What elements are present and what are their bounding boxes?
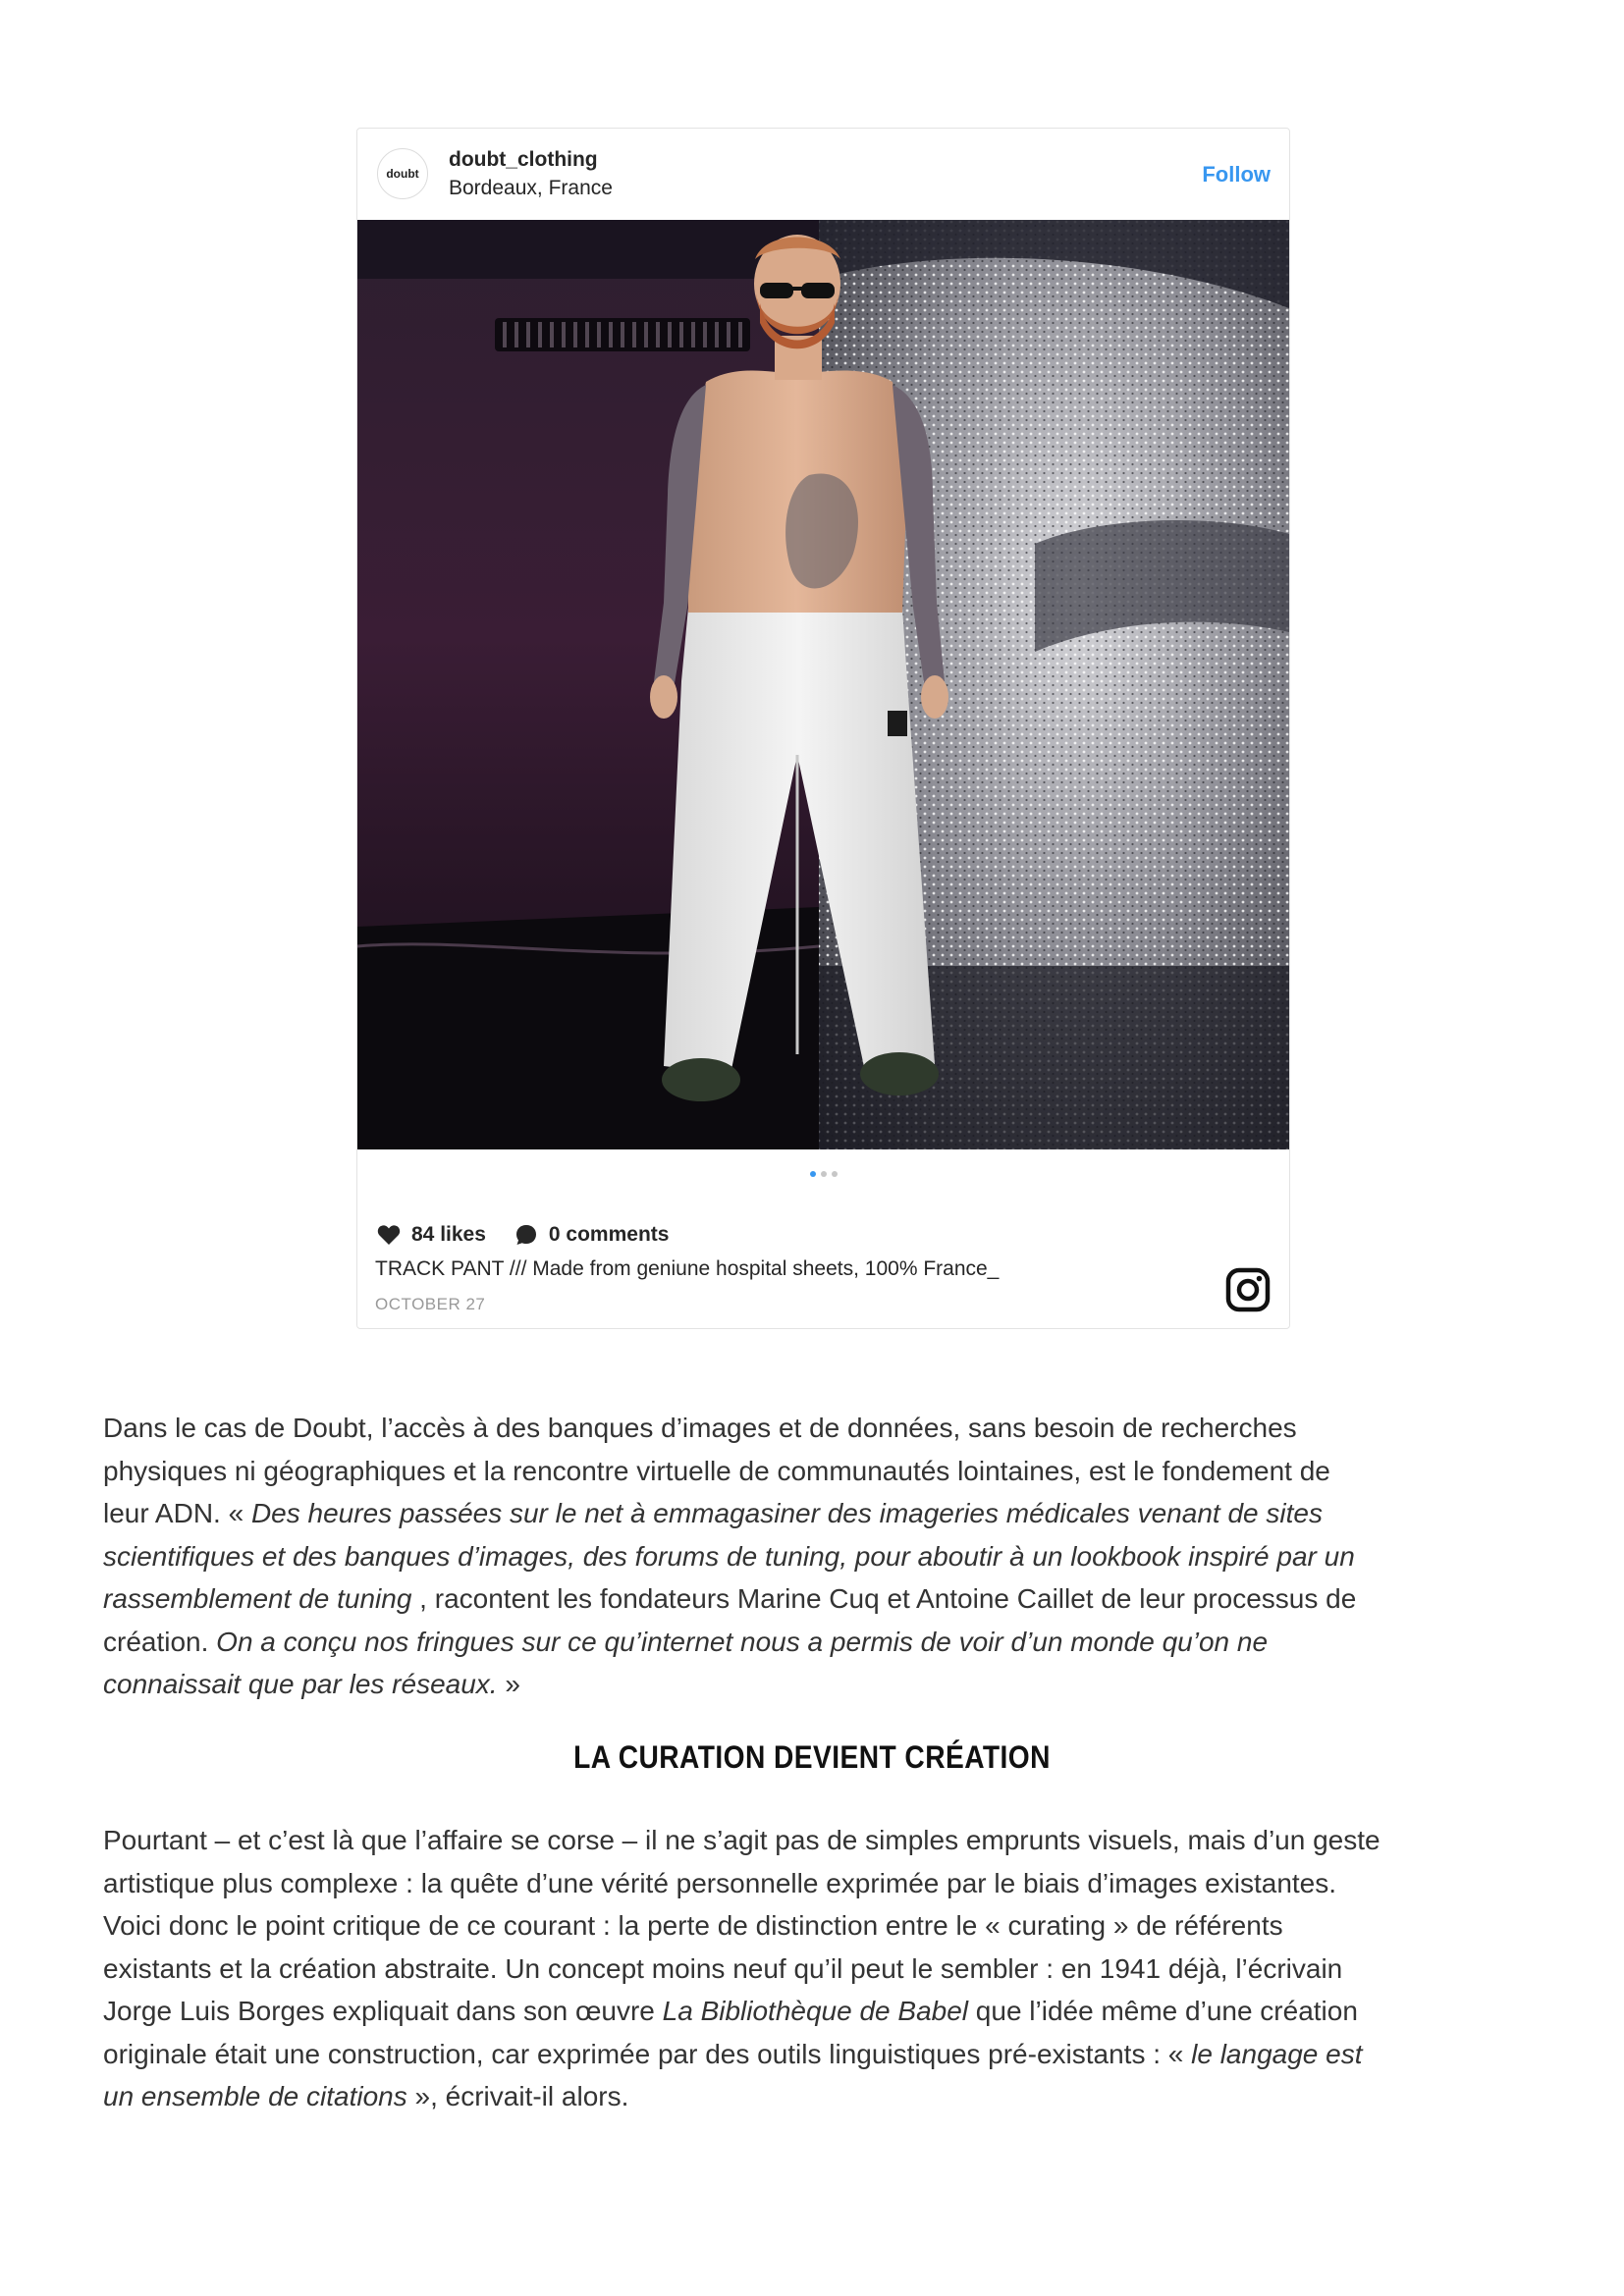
text-run: leur ADN. « [103, 1498, 251, 1528]
follow-button[interactable]: Follow [1202, 162, 1271, 187]
quote-text: rassemblement de tuning [103, 1583, 412, 1614]
avatar-logo-text: doubt [386, 167, 419, 181]
text-line [103, 1663, 1537, 1706]
username[interactable]: doubt_clothing [449, 148, 598, 171]
likes-count[interactable]: 84 likes [411, 1223, 486, 1246]
location[interactable]: Bordeaux, France [449, 177, 613, 199]
carousel-dot-active[interactable] [810, 1171, 816, 1177]
quote-text: un ensemble de citations [103, 2081, 407, 2111]
carousel-dot[interactable] [821, 1171, 827, 1177]
quote-text: On a conçu nos fringues sur ce qu’internet nous a permis de voir d’un monde qu’on ne [216, 1626, 1269, 1657]
text-line: Voici donc le point critique de ce courant : la perte de distinction entre le « curating » de référents [103, 1910, 1283, 1941]
post-date[interactable]: OCTOBER 27 [375, 1295, 486, 1313]
text-line: physiques ni géographiques et la rencontre virtuelle de communautés lointaines, est le fondement de [103, 1455, 1330, 1486]
book-title: La Bibliothèque de Babel [662, 1996, 969, 2026]
text-line [103, 1621, 1537, 1664]
quote-text: connaissait que par les réseaux. [103, 1669, 498, 1699]
comments-count[interactable]: 0 comments [548, 1223, 670, 1246]
text-line [103, 2075, 1537, 2118]
text-line: Pourtant – et c’est là que l’affaire se corse – il ne s’agit pas de simples emprunts visuels, mais d’un geste [103, 1825, 1380, 1855]
text-line: existants et la création abstraite. Un concept moins neuf qu’il peut le sembler : en 1941 déjà, l’écrivain [103, 1952, 1343, 1984]
text-line: artistique plus complexe : la quête d’une vérité personnelle exprimée par le biais d’images existantes. [103, 1867, 1337, 1898]
text-run: que l’idée même d’une création [968, 1996, 1358, 2026]
text-line [103, 1577, 1537, 1621]
quote-text: Des heures passées sur le net à emmagasiner des imageries médicales venant de sites [250, 1498, 1323, 1528]
section-heading: LA CURATION DEVIENT CRÉATION [573, 1739, 1051, 1775]
text-run: originale était une construction, car exprimée par des outils linguistiques pré-existants : « [103, 2038, 1192, 2069]
text-line [103, 1492, 1537, 1535]
instagram-logo-icon[interactable] [1225, 1267, 1271, 1312]
heart-icon[interactable] [377, 1224, 401, 1246]
post-header [357, 129, 1289, 220]
text-run: » [497, 1669, 520, 1699]
text-line: Dans le cas de Doubt, l’accès à des banques d’images et de données, sans besoin de recherches [103, 1413, 1297, 1443]
post-photo[interactable] [357, 220, 1289, 1149]
comment-icon[interactable] [514, 1223, 538, 1247]
quote-text: le langage est [1191, 2038, 1363, 2069]
instagram-embed [356, 128, 1290, 1329]
text-line [103, 1990, 1537, 2033]
post-caption: TRACK PANT /// Made from geniune hospital sheets, 100% France_ [375, 1257, 1000, 1280]
photo-illustration [357, 220, 1289, 1149]
text-run: », écrivait-il alors. [406, 2081, 629, 2111]
article-paragraph-1 [103, 1407, 1537, 1706]
text-run: , racontent les fondateurs Marine Cuq et Antoine Caillet de leur processus de [411, 1583, 1357, 1614]
carousel-indicator [357, 1171, 1289, 1181]
text-run: Jorge Luis Borges expliquait dans son œuvre [103, 1996, 663, 2026]
post-stats [377, 1220, 669, 1250]
avatar[interactable] [377, 148, 428, 199]
text-line [103, 2033, 1537, 2076]
text-run: création. [103, 1626, 217, 1657]
article-paragraph-2 [103, 1819, 1537, 2118]
text-line [103, 1535, 1537, 1578]
quote-text: scientifiques et des banques d’images, des forums de tuning, pour aboutir à un lookbook inspiré par un [103, 1540, 1355, 1572]
carousel-dot[interactable] [832, 1171, 838, 1177]
